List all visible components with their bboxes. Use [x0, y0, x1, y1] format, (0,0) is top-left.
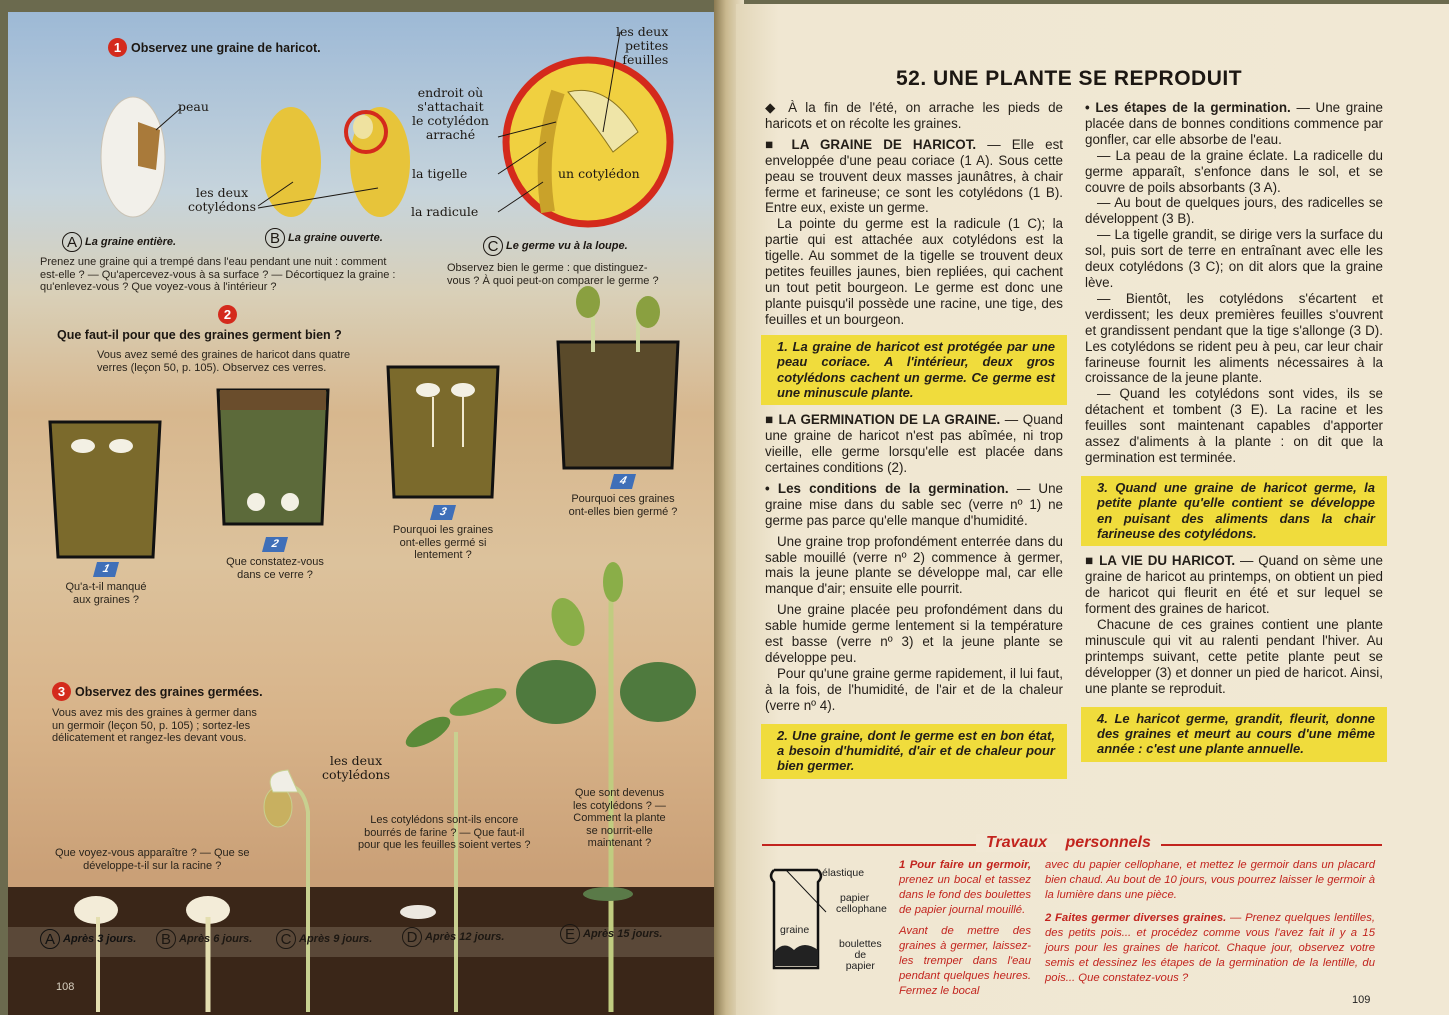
caption-1b: B La graine ouverte. — [265, 228, 383, 248]
stage-c-caption: C Après 9 jours. — [276, 929, 372, 949]
section-2-heading: Que faut-il pour que des graines germent bien ? — [57, 328, 342, 342]
travaux-1: 1 Pour faire un germoir, prenez un bocal et tassez dans le fond des boulettes de papier journal mouillé. Avant de mettre des graines à germer, laissez-les tremper dans l'eau pendant quelques heures. Fermez le bocal — [899, 859, 1031, 997]
vie-section: ■ LA VIE DU HARICOT. — Quand on sème une graine de haricot au printemps, on obtient un pied de haricot qui fleurit en été et sur lequel se forment des graines de haricot. — [1085, 553, 1383, 617]
label-peau: peau — [178, 99, 209, 114]
label-radicule: la radicule — [411, 204, 479, 219]
label-endroit: endroit où s'attachait le cotylédon arraché — [412, 85, 489, 142]
caption-1a: A La graine entière. — [62, 232, 176, 252]
summary-box-2: 2. Une graine, dont le germe est en bon état, a besoin d'humidité, d'air et de chaleur pour bien germer. — [761, 724, 1067, 779]
travaux-title: Travaux personnels — [976, 834, 1161, 852]
question-germ: Observez bien le germe : que distinguez- vous ? À quoi peut-on comparer le germe ? — [447, 262, 659, 287]
travaux-1-continued: avec du papier cellophane, et mettez le germoir dans un placard bien chaud. Au bout de 10 jours, vous pourrez laisser le germoir à la lumière dans une pièce. 2 Faites germer diverses graines. — Prenez quelques lentilles, des petits pois... et procédez comme vous l'avez fait il y a 15 jours pour les graines de haricot. Chaque jour, observez votre semis et dessinez les étapes de la germination de la lentille, du pois... Que constatez-vous ? — [1045, 859, 1375, 984]
section-3-intro: Vous avez mis des graines à germer dans un germoir (leçon 50, p. 105) ; sortez-les délicatement et rangez-les devant vous. — [52, 707, 257, 744]
jar-label-graine: graine — [780, 924, 810, 936]
caption-1c: C Le germe vu à la loupe. — [483, 236, 628, 256]
conditions-section: • Les conditions de la germination. — Une graine mise dans du sable sec (verre nº 1) ne germe pas parce qu'elle manque d'humidité. — [765, 480, 1063, 528]
page-number-left: 108 — [56, 981, 75, 993]
seed-whole-image — [101, 97, 165, 217]
magnified-germ-image — [506, 60, 670, 224]
glass-2-caption: 2 Que constatez-vous dans ce verre ? — [226, 538, 324, 581]
stage-d-caption: D Après 12 jours. — [402, 927, 504, 947]
stage-e-caption: E Après 15 jours. — [560, 924, 662, 944]
text-column-1: ◆ À la fin de l'été, on arrache les pieds de haricots et on récolte les graines. ■ LA GRAINE DE HARICOT. — Elle est enveloppée d'une peau coriace (1 A). Sous cette peau se trouvent deux masses jaunâtres, à chair ferme et farineuse; ce sont les cotylédons (1 B). Entre eux, existe un germe. La pointe du germe est la radicule (1 C); la partie qui est attachée aux cotylédons est la tigelle. Au sommet de la tigelle se trouvent deux petites feuilles jaunes, bien repliées, qui cachent un tout petit bourgeon. Le germe est donc une plante puisqu'il possède une racine, une tige, des feuilles et un bourgeon. 1. La graine de haricot est protégée par une peau coriace. A l'intérieur, deux gros cotylédons cachent un germe. Ce germe est une minuscule plante. ■ LA GERMINATION DE LA GRAINE. — Quand une graine de haricot n'est pas abîmée, ni trop vieille, elle germe lorsqu'elle est placée dans certaines conditions (2). • Les conditions de la germination. — Une graine mise dans du sable sec (verre nº 1) ne germe pas parce qu'elle manque d'humidité. Une graine trop profondément enterrée dans du sable mouillé (verre nº 2) commence à germer, mais la jeune plante se développe mal, car elle manque d'air; ensuite elle pourrit. Une graine placée peu profondément dans du sable humide germe lentement si la température est basse (verre nº 3) et la jeune plante se développe peu. Pour qu'une graine germe rapidement, il lui faut, à la fois, de l'humidité, de l'air et de la chaleur (verre nº 4). 2. Une graine, dont le germe est en bon état, a besoin d'humidité, d'air et de chaleur pour bien germer. — [765, 100, 1063, 786]
section-2-intro: Vous avez semé des graines de haricot dans quatre verres (leçon 50, p. 105). Observez ces verres. — [97, 349, 351, 374]
glass-2-image — [218, 390, 328, 524]
question-ab: Que voyez-vous apparaître ? — Que se développe-t-il sur la racine ? — [55, 847, 250, 872]
left-page-108 — [8, 12, 716, 1015]
question-seed: Prenez une graine qui a trempé dans l'eau pendant une nuit : comment est-elle ? — Qu'apercevez-vous à sa surface ? — Décortiquez la graine : qu'enlevez-vous ? Que voyez-vous à l'intérieur ? — [40, 256, 396, 293]
glass-1-caption: 1 Qu'a-t-il manqué aux graines ? — [65, 563, 147, 606]
seed-opened-image — [261, 107, 410, 217]
etapes-section: • Les étapes de la germination. — Une graine placée dans de bonnes conditions commence par gonfler, car elle absorbe de l'eau. — [1085, 100, 1383, 147]
glass-3-image — [388, 367, 498, 497]
page-title: 52. UNE PLANTE SE REPRODUIT — [896, 67, 1243, 90]
glass-4-image — [558, 286, 678, 468]
right-page-109 — [736, 4, 1449, 1015]
glass-4-caption: 4 Pourquoi ces graines ont-elles bien germé ? — [568, 475, 678, 518]
section-3-heading: 3 Observez des graines germées. — [52, 682, 263, 701]
glass-1-image — [50, 422, 160, 557]
summary-box-1: 1. La graine de haricot est protégée par une peau coriace. A l'intérieur, deux gros cotylédons cachent un germe. Ce germe est une minuscule plante. — [761, 335, 1067, 406]
glass-3-caption: 3 Pourquoi les graines ont-elles germé si lentement ? — [392, 506, 494, 561]
jar-labels: élastique papier cellophane — [822, 867, 887, 915]
question-d: Les cotylédons sont-ils encore bourrés de farine ? — Que faut-il pour que les feuilles soient vertes ? — [358, 814, 531, 851]
jar-label-boulettes: boulettes de papier — [839, 938, 882, 972]
stage-b-caption: B Après 6 jours. — [156, 929, 252, 949]
label-deux-cotyledons: les deux cotylédons — [188, 185, 256, 214]
label-un-cotyledon: un cotylédon — [558, 166, 640, 181]
label-petites-feuilles: les deux petites feuilles — [616, 24, 669, 67]
stage-a-caption: A Après 3 jours. — [40, 929, 136, 949]
section-1-heading: 1 Observez une graine de haricot. — [108, 38, 321, 57]
germination-section: ■ LA GERMINATION DE LA GRAINE. — Quand une graine de haricot n'est pas abîmée, ni trop vieille, elle germe lorsqu'elle est placée dans certaines conditions (2). — [765, 412, 1063, 476]
summary-box-4: 4. Le haricot germe, grandit, fleurit, donne des graines et meurt au cours d'une même année : c'est une plante annuelle. — [1081, 707, 1387, 762]
question-e: Que sont devenus les cotylédons ? — Comment la plante se nourrit-elle maintenant ? — [573, 787, 666, 849]
summary-box-3: 3. Quand une graine de haricot germe, la petite plante qu'elle contient se développe en puisant des aliments dans la chair farineuse des cotylédons. — [1081, 476, 1387, 547]
section-2-number: 2 — [218, 305, 237, 324]
label-tigelle: la tigelle — [412, 166, 468, 181]
page-number-right: 109 — [1352, 994, 1371, 1006]
label-cotyledons-3: les deux cotylédons — [322, 753, 390, 782]
graine-section: ■ LA GRAINE DE HARICOT. — Elle est enveloppée d'une peau coriace (1 A). Sous cette peau se trouvent deux masses jaunâtres, à chair ferme et farineuse; ce sont les cotylédons (1 B). Entre eux, existe un germe. — [765, 136, 1063, 216]
text-column-2: • Les étapes de la germination. — Une graine placée dans de bonnes conditions commence par gonfler, car elle absorbe de l'eau. — La peau de la graine éclate. La radicelle du germe apparaît, s'enfonce dans le sol, et se couvre de poils absorbants (3 A). — Au bout de quelques jours, des radicelles se développent (3 B). — La tigelle grandit, se dirige vers la surface du sol, puis sort de terre en entraînant avec elle les deux cotylédons (3 C); on dit alors que la graine lève. — Bientôt, les cotylédons s'écartent et verdissent; les deux premières feuilles s'ouvrent et grandissent pendant que la tige s'allonge (3 D). Les cotylédons se rident peu à peu, car leur chair farineuse fournit les aliments nécessaires à la croissance de la jeune plante. — Quand les cotylédons sont vides, ils se détachent et tombent (3 E). La racine et les feuilles sont maintenant capables d'apporter assez d'aliments à la plante : on dit que la germination est terminée. 3. Quand une graine de haricot germe, la petite plante qu'elle contient se développe en puisant des aliments dans la chair farineuse des cotylédons. ■ LA VIE DU HARICOT. — Quand on sème une graine de haricot au printemps, on obtient un pied de haricot qui fleurit en été et sur lequel se forment des graines de haricot. Chacune de ces graines contient une plante minuscule qui vit au ralenti pendant l'hiver. Au printemps suivant, cette petite plante peut se développer (3) et donner un pied de haricot. Ainsi, une plante se reproduit. 4. Le haricot germe, grandit, fleurit, donne des graines et meurt au cours d'une même année : c'est une plante annuelle. — [1085, 100, 1383, 769]
